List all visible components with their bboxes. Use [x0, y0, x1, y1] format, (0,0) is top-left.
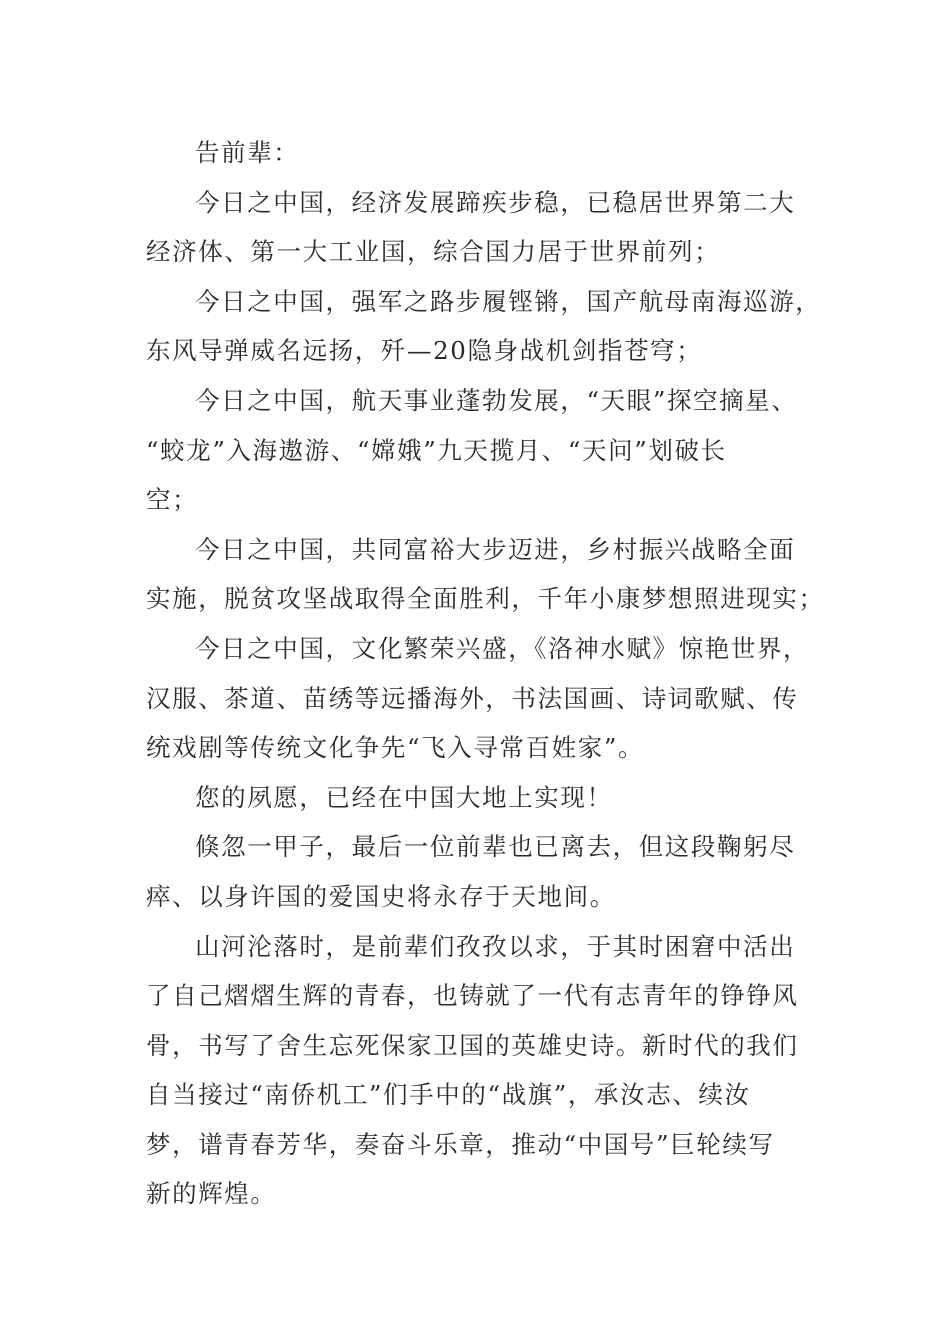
text-line: 您的夙愿，已经在中国大地上实现！: [195, 782, 613, 812]
paragraph-economy: [146, 178, 806, 277]
text-line: 今日之中国，强军之路步履铿锵，国产航母南海巡游，: [195, 286, 822, 316]
text-line: 空；: [146, 485, 199, 515]
text-line: 了自己熠熠生辉的青春，也铸就了一代有志青年的铮铮风: [146, 981, 799, 1011]
text-line: 统戏剧等传统文化争先“飞入寻常百姓家”。: [146, 733, 645, 763]
text-line: 自当接过“南侨机工”们手中的“战旗”，承汝志、续汝: [146, 1080, 751, 1110]
text-line: 汉服、茶道、苗绣等远播海外，书法国画、诗词歌赋、传: [146, 683, 799, 713]
paragraph-salutation: [146, 128, 806, 178]
paragraph-aerospace: [146, 376, 806, 525]
text-line: “蛟龙”入海遨游、“嫦娥”九天揽月、“天问”划破长: [146, 435, 727, 465]
document-body: [146, 128, 825, 1219]
text-line: 山河沦落时，是前辈们孜孜以求，于其时困窘中活出: [195, 931, 796, 961]
text-line: 告前辈：: [195, 138, 300, 167]
text-line: 新的辉煌。: [146, 1179, 277, 1209]
paragraph-culture: [146, 624, 810, 773]
paragraph-military: [146, 277, 822, 376]
text-line: 东风导弹威名远扬，歼—20隐身战机剑指苍穹；: [146, 336, 703, 366]
text-line: 梦，谱青春芳华，奏奋斗乐章，推动“中国号”巨轮续写: [146, 1129, 775, 1159]
text-line: 实施，脱贫攻坚战取得全面胜利，千年小康梦想照进现实；: [146, 584, 825, 614]
text-line: 瘁、以身许国的爱国史将永存于天地间。: [146, 881, 616, 911]
text-line: 倏忽一甲子，最后一位前辈也已离去，但这段鞠躬尽: [195, 832, 796, 862]
text-line: 今日之中国，共同富裕大步迈进，乡村振兴战略全面: [195, 534, 796, 564]
text-line: 今日之中国，文化繁荣兴盛，《洛神水赋》惊艳世界，: [195, 633, 810, 663]
paragraph-wish-fulfilled: [146, 773, 806, 823]
paragraph-history: [146, 822, 806, 921]
paragraph-prosperity: [146, 525, 825, 624]
text-line: 骨，书写了舍生忘死保家卫国的英雄史诗。新时代的我们: [146, 1030, 799, 1060]
paragraph-new-era: [146, 922, 806, 1220]
text-line: 今日之中国，航天事业蓬勃发展，“天眼”探空摘星、: [195, 385, 798, 415]
text-line: 经济体、第一大工业国，综合国力居于世界前列；: [146, 237, 721, 267]
text-line: 今日之中国，经济发展蹄疾步稳，已稳居世界第二大: [195, 187, 796, 217]
